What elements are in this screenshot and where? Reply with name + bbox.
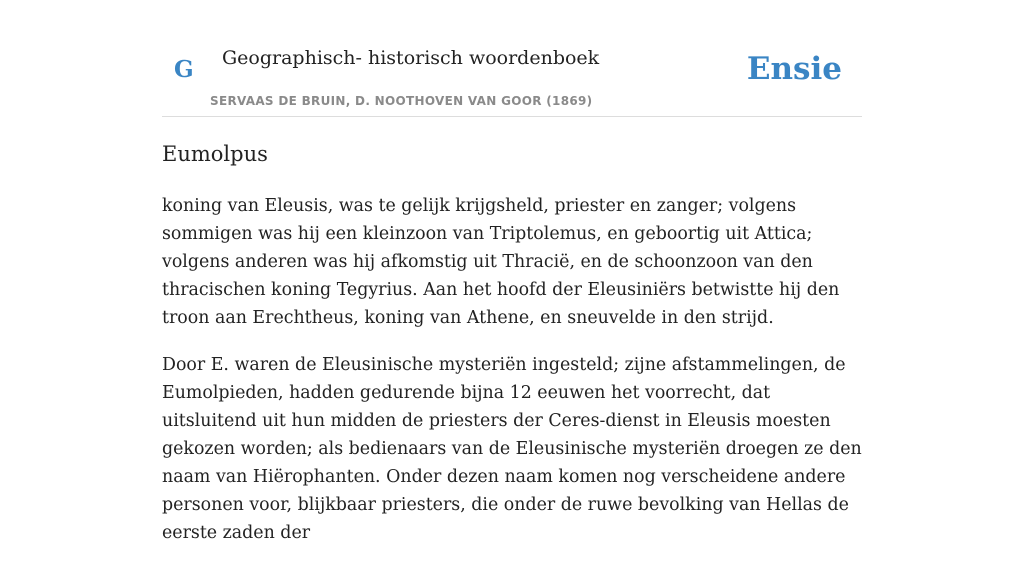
book-authors: SERVAAS DE BRUIN, D. NOOTHOVEN VAN GOOR (1869) [210, 94, 593, 108]
entry-title: Eumolpus [162, 142, 268, 166]
article-page [162, 0, 862, 543]
entry-paragraph: koning van Eleusis, was te gelijk krijgsheld, priester en zanger; volgens sommigen was hij een kleinzoon van Triptolemus, en geboortig uit Attica; volgens anderen was hij afkomstig uit Thracië, en de schoonzoon van den thracischen koning Tegyrius. Aan het hoofd der Eleusiniërs betwistte hij den troon aan Erechtheus, koning van Athene, en sneuvelde in den strijd. [162, 196, 840, 328]
book-letter-icon[interactable]: G [174, 56, 194, 83]
entry-body [162, 192, 862, 566]
book-header [162, 0, 862, 117]
book-title-link[interactable]: Geographisch- historisch woordenboek [222, 47, 600, 69]
entry-paragraph: Door E. waren de Eleusinische mysteriën ingesteld; zijne afstammelingen, de Eumolpieden, hadden gedurende bijna 12 eeuwen het voorrecht, dat uitsluitend uit hun midden de priesters der Ceres-dienst in Eleusis moesten gekozen worden; als bedienaars van de Eleusinische mysteriën droegen ze den naam van Hiërophanten. Onder dezen naam komen nog verscheidene andere personen voor, blijkbaar priesters, die onder de ruwe bevolking van Hellas de eerste zaden der [162, 355, 862, 543]
ensie-logo[interactable]: Ensie [746, 51, 842, 87]
